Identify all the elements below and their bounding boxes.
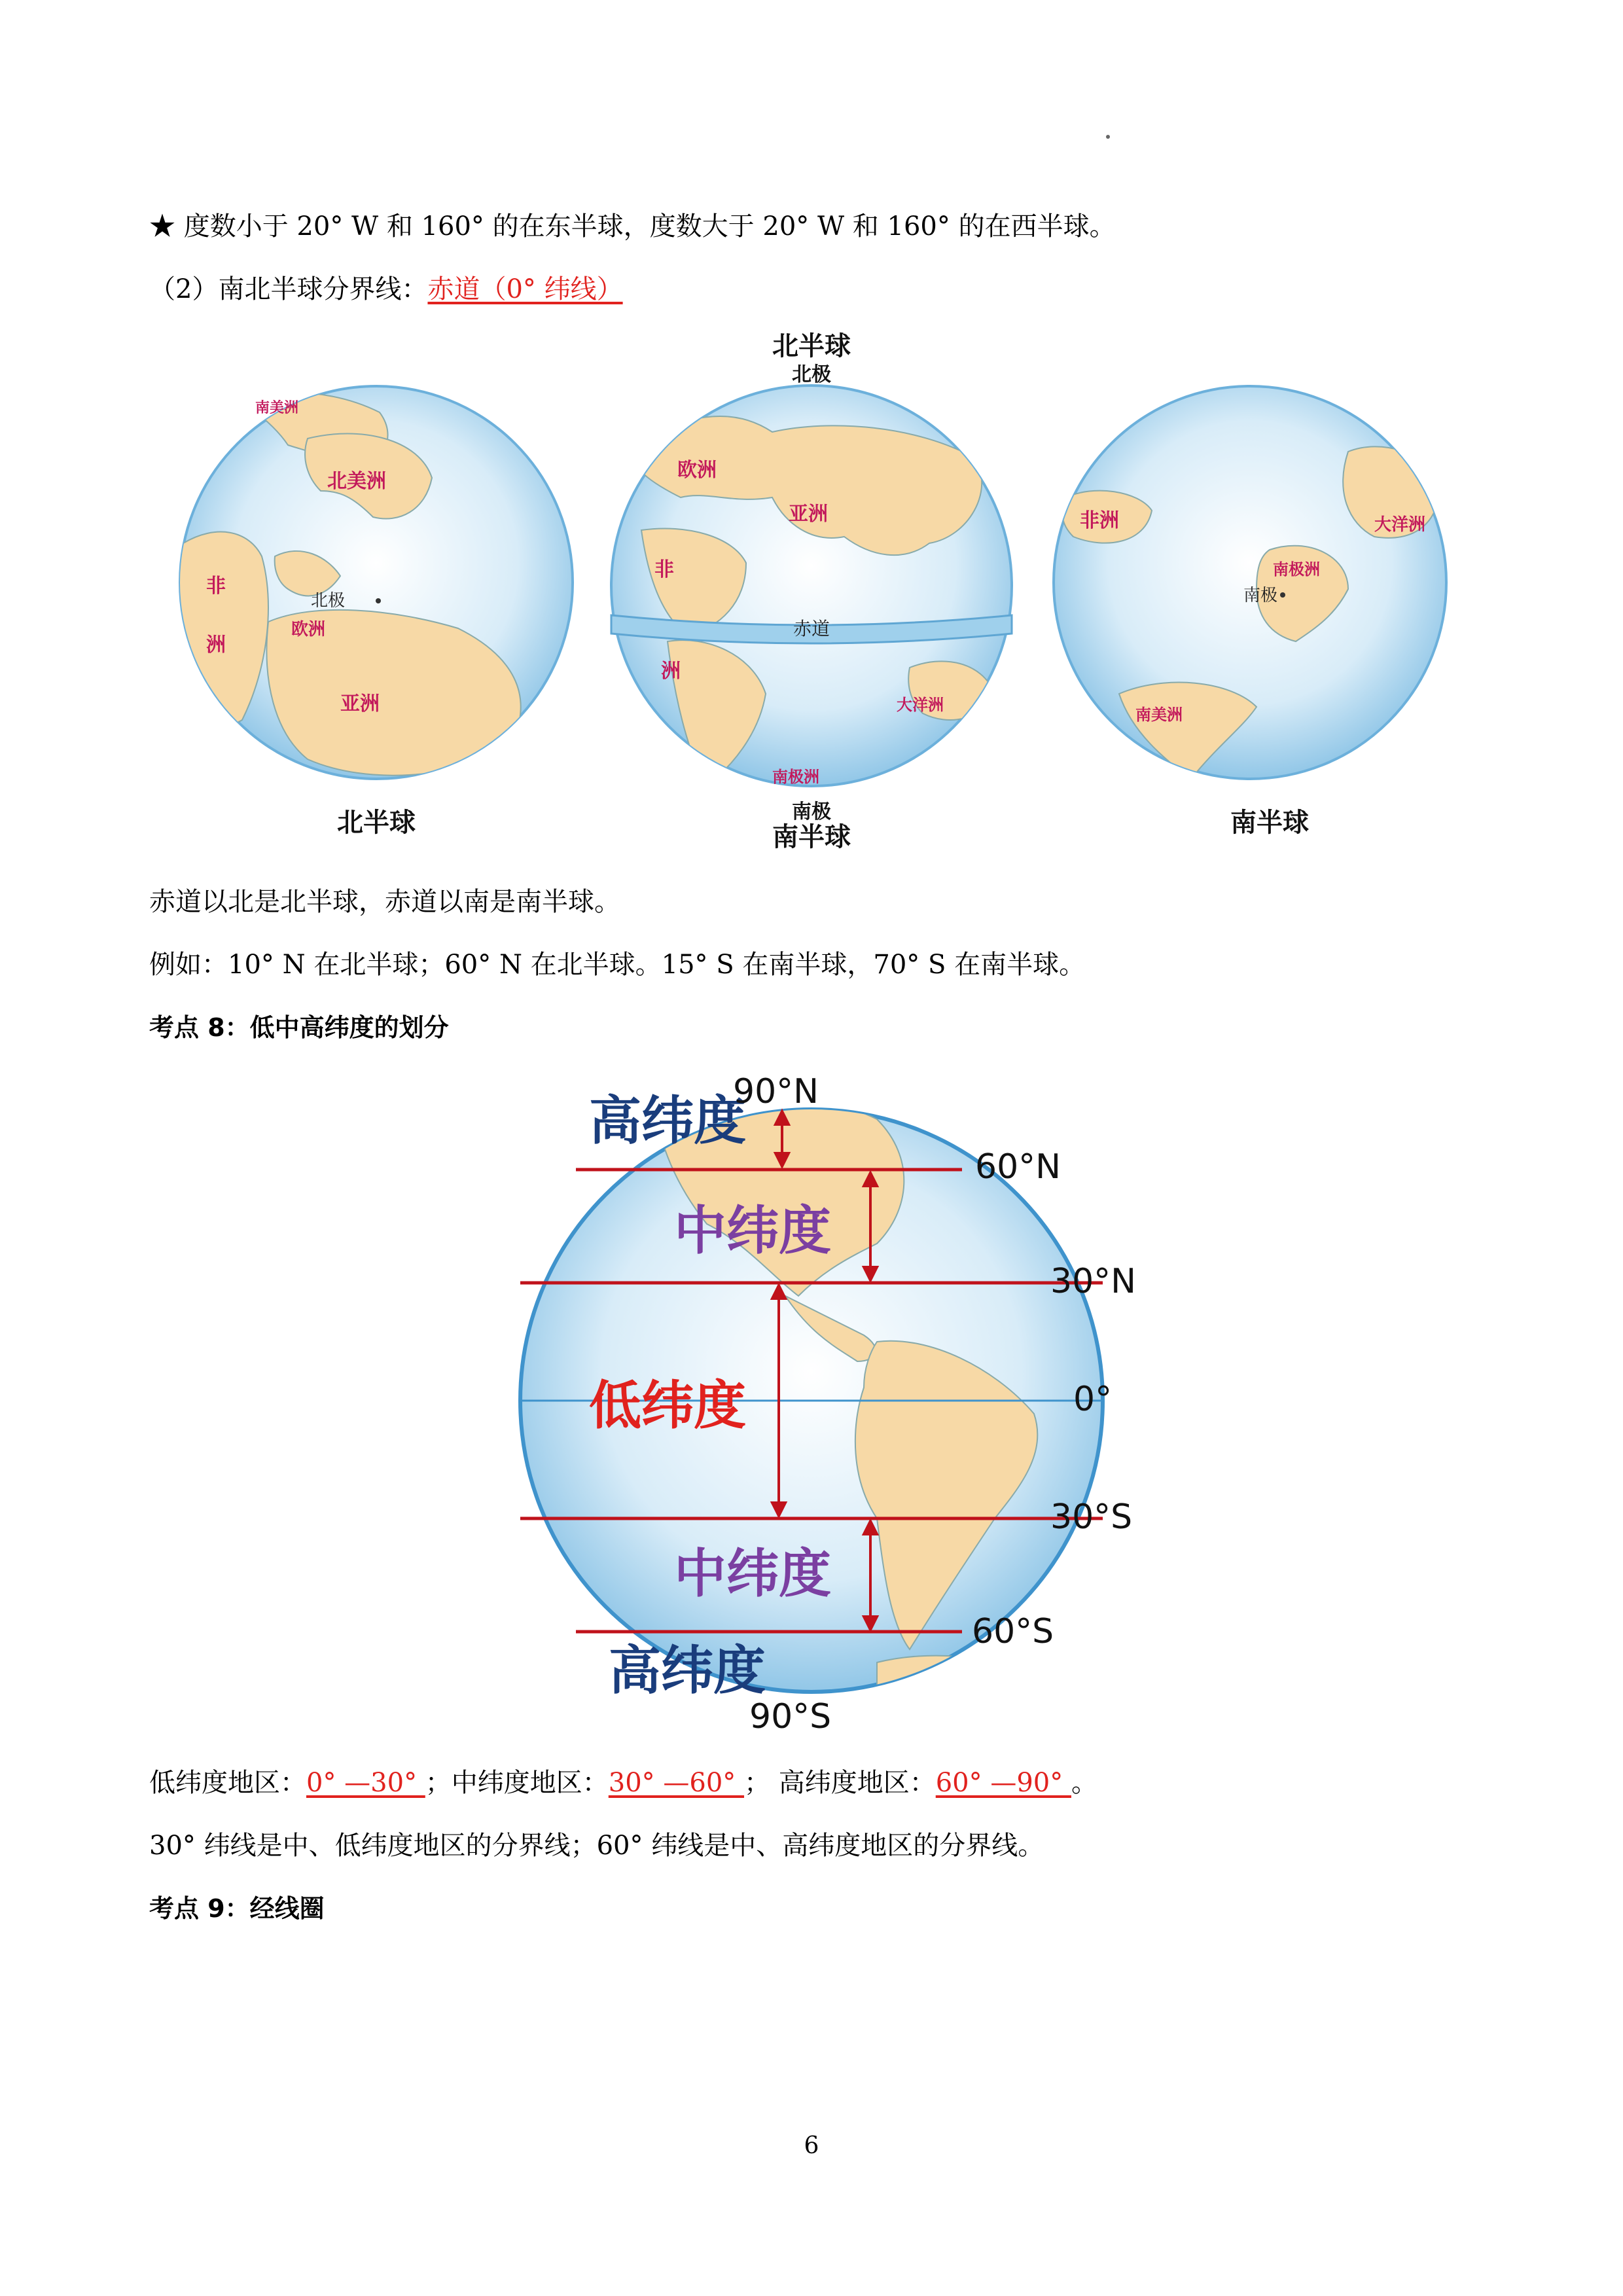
- low-zone-answer: 0° —30°: [306, 1768, 425, 1798]
- continent-label: 欧洲: [291, 620, 326, 639]
- zone-mid-top: 中纬度: [674, 1200, 831, 1261]
- example-text: 例如：10° N 在北半球；60° N 在北半球。15° S 在南半球，70° S 在南半球。: [149, 950, 1086, 980]
- zone-high-bottom: 高纬度: [609, 1640, 766, 1701]
- zone-mid-bottom: 中纬度: [674, 1543, 831, 1604]
- north-hemisphere-globe: [179, 386, 573, 838]
- lat-label-60n: 60°N: [975, 1147, 1061, 1187]
- continent-label: 亚洲: [789, 503, 828, 526]
- lat-label-30n: 30°N: [1050, 1262, 1137, 1301]
- lat-label-90n: 90°N: [733, 1072, 819, 1111]
- mid-zone-answer: 30° —60°: [608, 1768, 745, 1798]
- high-zone-label: ； 高纬度地区：: [744, 1768, 936, 1798]
- text-line-zone-ranges: [149, 1767, 1097, 1799]
- hemisphere-diagram: [144, 327, 1479, 870]
- zone-high-top: 高纬度: [589, 1090, 746, 1151]
- continent-label: 非洲: [1080, 509, 1119, 532]
- continent-label: 非: [206, 575, 226, 598]
- south-hemisphere-title: 南半球: [1230, 808, 1309, 838]
- lat-label-30s: 30°S: [1050, 1498, 1133, 1537]
- continent-label: 南美洲: [255, 400, 299, 416]
- page-dot-mark: [1106, 135, 1110, 139]
- section-heading-9: 考点 9：经线圈: [149, 1894, 325, 1923]
- split-globe: [611, 331, 1012, 852]
- continent-label: 南极洲: [1273, 560, 1320, 579]
- lat-label-90s: 90°S: [749, 1697, 832, 1736]
- continent-label: 北美洲: [327, 470, 386, 493]
- bottom-south-hemisphere-title: 南半球: [772, 822, 851, 852]
- continent-label: 南美洲: [1135, 706, 1183, 724]
- text-line-hemisphere-rule: [149, 211, 1116, 242]
- sentence-end: 。: [1071, 1768, 1097, 1798]
- north-pole-label: 北极: [311, 591, 346, 611]
- ns-boundary-label: （2）南北半球分界线：: [149, 274, 428, 304]
- continent-label: 大洋洲: [897, 696, 944, 714]
- page-number: 6: [804, 2132, 819, 2159]
- text-line-ns-boundary: [149, 274, 623, 305]
- text-line-boundaries: [149, 1830, 1044, 1861]
- bottom-south-pole-label: 南极: [792, 800, 831, 823]
- high-zone-answer: 60° —90°: [935, 1768, 1071, 1798]
- south-hemisphere-globe: [1054, 386, 1446, 838]
- top-north-pole-label: 北极: [792, 363, 831, 386]
- lat-label-60s: 60°S: [972, 1612, 1054, 1651]
- continent-label: 洲: [661, 660, 681, 683]
- text-line-example: [149, 949, 1085, 980]
- continent-label: 亚洲: [340, 692, 380, 715]
- south-pole-label: 南极: [1243, 586, 1278, 605]
- latitude-zones-diagram: [458, 1060, 1178, 1754]
- continent-label: 欧洲: [677, 459, 717, 482]
- boundaries-text: 30° 纬线是中、低纬度地区的分界线；60° 纬线是中、高纬度地区的分界线。: [149, 1831, 1044, 1861]
- star-icon: ★: [149, 211, 175, 242]
- low-zone-label: 低纬度地区：: [149, 1768, 306, 1798]
- section-heading-8: 考点 8：低中高纬度的划分: [149, 1013, 449, 1042]
- mid-zone-label: ；中纬度地区：: [425, 1768, 609, 1798]
- north-hemisphere-title: 北半球: [337, 808, 416, 838]
- continent-label: 洲: [206, 634, 226, 656]
- hemisphere-definition-text: 赤道以北是北半球，赤道以南是南半球。: [149, 887, 620, 917]
- ns-boundary-answer: 赤道（0° 纬线）: [427, 274, 623, 304]
- equator-label: 赤道: [793, 618, 830, 639]
- hemisphere-rule-text: 度数小于 20° W 和 160° 的在东半球，度数大于 20° W 和 160° 的在西半球。: [183, 211, 1116, 242]
- top-north-hemisphere-title: 北半球: [772, 331, 851, 361]
- continent-label: 大洋洲: [1374, 515, 1426, 535]
- text-line-hemisphere-definition: [149, 886, 620, 918]
- continent-label: 非: [654, 558, 674, 581]
- continent-label: 南极洲: [772, 768, 819, 786]
- zone-low: 低纬度: [589, 1375, 746, 1436]
- lat-label-equator: 0°: [1073, 1380, 1113, 1419]
